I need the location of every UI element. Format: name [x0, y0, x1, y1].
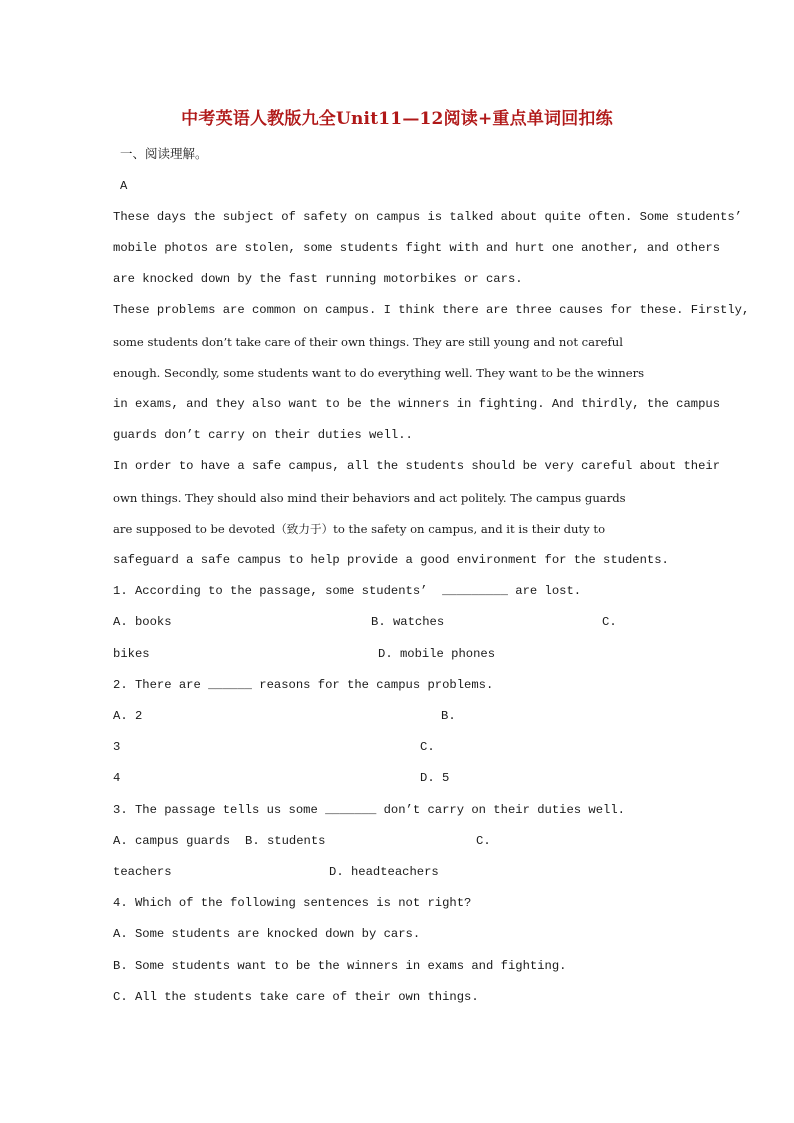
- option-c: C.: [602, 615, 617, 629]
- passage-line: In order to have a safe campus, all the students should be very careful about their: [113, 459, 721, 473]
- option-b: B. Some students want to be the winners in exams and fighting.: [113, 959, 567, 973]
- option-a: A. Some students are knocked down by cars.: [113, 927, 421, 941]
- passage-line: safeguard a safe campus to help provide a good environment for the students.: [113, 553, 669, 567]
- option-b: B. watches: [371, 615, 445, 629]
- passage-line: mobile photos are stolen, some students fight with and hurt one another, and others: [113, 241, 721, 255]
- passage-line: These days the subject of safety on campus is talked about quite often. Some students’: [113, 210, 742, 224]
- passage-line: guards don’t carry on their duties well..: [113, 428, 413, 442]
- option-a: A. campus guards: [113, 834, 231, 848]
- document-title: 中考英语人教版九全Unit11—12阅读+重点单词回扣练: [181, 109, 613, 129]
- option-b: B. students: [245, 834, 326, 848]
- passage-line: are knocked down by the fast running motorbikes or cars.: [113, 272, 523, 286]
- section-heading: 一、阅读理解。: [120, 146, 208, 161]
- option-a: A. 2: [113, 709, 143, 723]
- passage-line: some students don’t take care of their own things. They are still young and not careful: [113, 335, 623, 349]
- passage-line: in exams, and they also want to be the winners in fighting. And thirdly, the campus: [113, 397, 721, 411]
- question-stem: 3. The passage tells us some _______ don’t carry on their duties well.: [113, 803, 625, 817]
- option-b: B.: [441, 709, 456, 723]
- option-d: D. mobile phones: [378, 647, 496, 661]
- option-a: A. books: [113, 615, 172, 629]
- passage-label: A: [120, 179, 128, 193]
- question-stem: 1. According to the passage, some students’ _________ are lost.: [113, 584, 582, 598]
- passage-line: own things. They should also mind their behaviors and act politely. The campus guards: [113, 491, 626, 505]
- option-d: D. 5: [420, 771, 450, 785]
- option-c-text: teachers: [113, 865, 172, 879]
- passage-line: enough. Secondly, some students want to do everything well. They want to be the winners: [113, 366, 645, 380]
- option-c: C.: [476, 834, 491, 848]
- option-c-text: 4: [113, 771, 121, 785]
- option-d: D. headteachers: [329, 865, 439, 879]
- question-stem: 2. There are ______ reasons for the campus problems.: [113, 678, 494, 692]
- question-stem: 4. Which of the following sentences is not right?: [113, 896, 472, 910]
- passage-line: are supposed to be devoted（致力于）to the safety on campus, and it is their duty to: [113, 522, 606, 536]
- option-c-text: bikes: [113, 647, 150, 661]
- passage-line: These problems are common on campus. I think there are three causes for these. Firstly,: [113, 303, 750, 317]
- option-c: C.: [420, 740, 435, 754]
- option-b-text: 3: [113, 740, 121, 754]
- option-c: C. All the students take care of their own things.: [113, 990, 479, 1004]
